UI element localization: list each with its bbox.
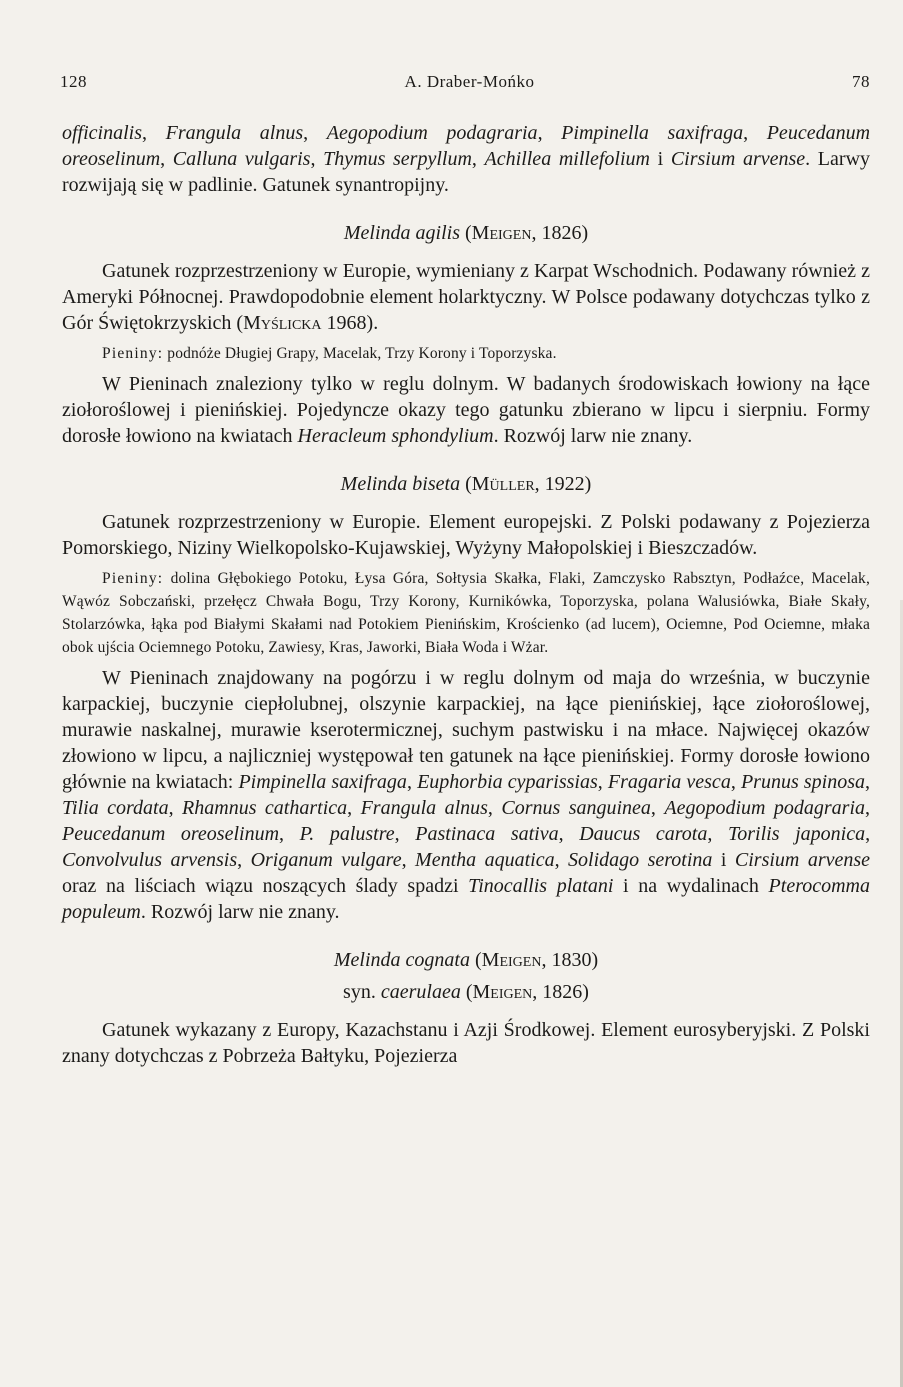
species-name: Calluna vulgaris bbox=[172, 148, 311, 170]
species-name: Melinda agilis bbox=[343, 222, 460, 244]
locality-label: Pieniny: bbox=[102, 570, 164, 587]
species-name: Rhamnus cathartica bbox=[182, 797, 348, 819]
species-name: Frangula alnus bbox=[360, 797, 488, 819]
running-header bbox=[60, 72, 870, 92]
species-name: Heracleum sphondylium bbox=[297, 425, 494, 447]
text-run: , bbox=[554, 849, 569, 871]
text-run: , bbox=[471, 148, 485, 170]
text-run: , bbox=[142, 122, 166, 144]
text-run: ( bbox=[469, 949, 482, 971]
species-name: Tinocallis platani bbox=[468, 875, 614, 897]
author-name: Müller bbox=[471, 473, 535, 495]
text-run: , bbox=[401, 849, 416, 871]
text-run: podnóże Długiej Grapy, Macelak, Trzy Korony i Toporzyska. bbox=[163, 345, 557, 362]
species-name: Frangula alnus bbox=[165, 122, 304, 144]
ecology-paragraph bbox=[62, 665, 870, 925]
text-run: Gatunek wykazany z Europy, Kazachstanu i Azji Środkowej. Element eurosyberyjski. Z Polski znany dotychczas z Pobrzeża Bałtyku, Pojezierza bbox=[62, 1019, 870, 1067]
text-run: , bbox=[650, 797, 665, 819]
species-name: Pimpinella saxifraga bbox=[238, 771, 407, 793]
species-name: Cornus sanguinea bbox=[501, 797, 651, 819]
author-name: Meigen bbox=[481, 949, 542, 971]
synonym-line bbox=[62, 979, 870, 1005]
text-run: , bbox=[730, 771, 741, 793]
text-run: Gatunek rozprzestrzeniony w Europie. Element europejski. Z Polski podawany z Pojezierza Pomorskiego, Niziny Wielkopolsko-Kujawskiej, Wyżyny Małopolskiej i Bieszczadów. bbox=[62, 511, 870, 559]
species-name: Pterocomma populeum bbox=[62, 875, 871, 923]
text-run: ( bbox=[459, 222, 472, 244]
species-name: Melinda biseta bbox=[340, 473, 461, 495]
text-run: 1968). bbox=[321, 312, 379, 334]
text-run: , bbox=[597, 771, 608, 793]
page-number: 128 bbox=[60, 72, 87, 91]
text-run: , bbox=[743, 122, 767, 144]
text-run: , bbox=[865, 823, 871, 845]
distribution-paragraph bbox=[62, 509, 870, 561]
species-name: Prunus spinosa bbox=[740, 771, 866, 793]
species-name: Peucedanum oreoselinum bbox=[62, 122, 871, 170]
species-name: Pimpinella saxifraga bbox=[561, 122, 744, 144]
text-run: , bbox=[487, 797, 502, 819]
text-run: W Pieninach znaleziony tylko w reglu dolnym. W badanych środowiskach łowiony na łące ziołoroślowej i pienińskiej. Pojedyncze okazy tego gatunku zbierano w lipcu i sierpniu. Formy dorosłe łowiono na kwiatach bbox=[62, 373, 870, 447]
species-name: Aegopodium podagraria bbox=[664, 797, 866, 819]
header-author: A. Draber-Mońko bbox=[404, 72, 535, 91]
species-name: Pastinaca sativa bbox=[415, 823, 559, 845]
species-name: Mentha aquatica bbox=[415, 849, 555, 871]
species-name: Euphorbia cyparissias bbox=[417, 771, 598, 793]
text-run: , bbox=[347, 797, 361, 819]
locality-paragraph bbox=[62, 342, 870, 365]
text-run: . Rozwój larw nie znany. bbox=[493, 425, 693, 447]
text-run: dolina Głębokiego Potoku, Łysa Góra, Sołtysia Skałka, Flaki, Zamczysko Rabsztyn, Podłaźce, Macelak, Wąwóz Sobczański, przełęcz Chwała Bogu, Trzy Korony, Kurnikówka, Toporzyska, polana Walusiówka, Białe Skały, Stolarzówka, łąka pod Białymi Skałami nad Potokiem Pienińskim, Krościenko (ad lucem), Ociemne, Pod Ociemne, młaka obok ujścia Ociemnego Potoku, Zawiesy, Kras, Jaworki, Biała Woda i Wżar. bbox=[62, 570, 870, 656]
text-run: , bbox=[160, 148, 173, 170]
text-run: . Larwy rozwijają się w padlinie. Gatunek synantropijny. bbox=[62, 148, 871, 196]
text-run: , bbox=[168, 797, 183, 819]
text-run: , 1922) bbox=[534, 473, 592, 495]
text-run: , bbox=[394, 823, 416, 845]
species-name: Achillea millefolium bbox=[484, 148, 650, 170]
species-name: Thymus serpyllum bbox=[323, 148, 472, 170]
text-run: , bbox=[310, 148, 324, 170]
species-name: Aegopodium podagraria bbox=[326, 122, 538, 144]
locality-label: Pieniny: bbox=[102, 345, 164, 362]
species-name: caerulaea bbox=[380, 981, 461, 1003]
species-heading-agilis bbox=[62, 220, 870, 246]
paragraph-continued bbox=[62, 120, 870, 198]
text-run: , bbox=[406, 771, 418, 793]
text-run: , bbox=[865, 771, 871, 793]
text-run: , bbox=[865, 797, 871, 819]
species-heading-biseta bbox=[62, 471, 870, 497]
text-run: , bbox=[303, 122, 327, 144]
species-name: Fragaria vesca bbox=[607, 771, 731, 793]
species-name: officinalis bbox=[62, 122, 142, 144]
species-name: Daucus carota bbox=[579, 823, 708, 845]
text-run: W Pieninach znajdowany na pogórzu i w reglu dolnym od maja do września, w buczynie karpackiej, buczynie ciepłolubnej, olszynie karpackiej, na łące pienińskiej, łące ziołoroślowej, murawie naskalnej, murawie kserotermicznej, suchym pastwisku i na młace. Najwięcej okazów złowiono w lipcu, a najliczniej występował ten gatunek na łące pienińskiej. Formy dorosłe łowiono głównie na kwiatach: bbox=[62, 667, 870, 793]
author-name: Myślicka bbox=[243, 312, 322, 334]
text-run: , bbox=[237, 849, 251, 871]
text-run: i bbox=[712, 849, 735, 871]
text-run: i na wydalinach bbox=[613, 875, 769, 897]
text-run: , bbox=[537, 122, 562, 144]
author-name: Meigen bbox=[471, 222, 532, 244]
species-name: Convolvulus arvensis bbox=[62, 849, 238, 871]
species-name: Peucedanum oreoselinum bbox=[62, 823, 280, 845]
volume-number: 78 bbox=[852, 72, 870, 91]
text-run: . Rozwój larw nie znany. bbox=[140, 901, 340, 923]
body-text bbox=[62, 120, 870, 1069]
text-run: , bbox=[707, 823, 728, 845]
author-name: Meigen bbox=[472, 981, 533, 1003]
species-heading-cognata bbox=[62, 947, 870, 973]
species-name: Melinda cognata bbox=[333, 949, 470, 971]
text-run: syn. bbox=[343, 981, 381, 1003]
species-name: Origanum vulgare bbox=[250, 849, 402, 871]
species-name: Solidago serotina bbox=[568, 849, 713, 871]
species-name: P. palustre bbox=[299, 823, 395, 845]
species-name: Torilis japonica bbox=[727, 823, 866, 845]
text-run: i bbox=[649, 148, 671, 170]
text-run: , bbox=[558, 823, 580, 845]
locality-paragraph bbox=[62, 567, 870, 659]
species-name: Tilia cordata bbox=[62, 797, 169, 819]
text-run: , 1826) bbox=[532, 981, 589, 1003]
text-run: , bbox=[279, 823, 300, 845]
text-run: oraz na liściach wiązu noszących ślady spadzi bbox=[62, 875, 469, 897]
distribution-paragraph bbox=[62, 1017, 870, 1069]
distribution-paragraph bbox=[62, 258, 870, 336]
text-run: Gatunek rozprzestrzeniony w Europie, wymieniany z Karpat Wschodnich. Podawany również z Ameryki Północnej. Prawdopodobnie element holarktyczny. W Polsce podawany dotychczas tylko z Gór Świętokrzyskich ( bbox=[62, 260, 870, 334]
species-name: Cirsium arvense bbox=[670, 148, 806, 170]
text-run: , 1830) bbox=[541, 949, 599, 971]
text-run: ( bbox=[460, 981, 473, 1003]
species-name: Cirsium arvense bbox=[734, 849, 871, 871]
text-run: , 1826) bbox=[531, 222, 589, 244]
ecology-paragraph bbox=[62, 371, 870, 449]
text-run: ( bbox=[460, 473, 472, 495]
